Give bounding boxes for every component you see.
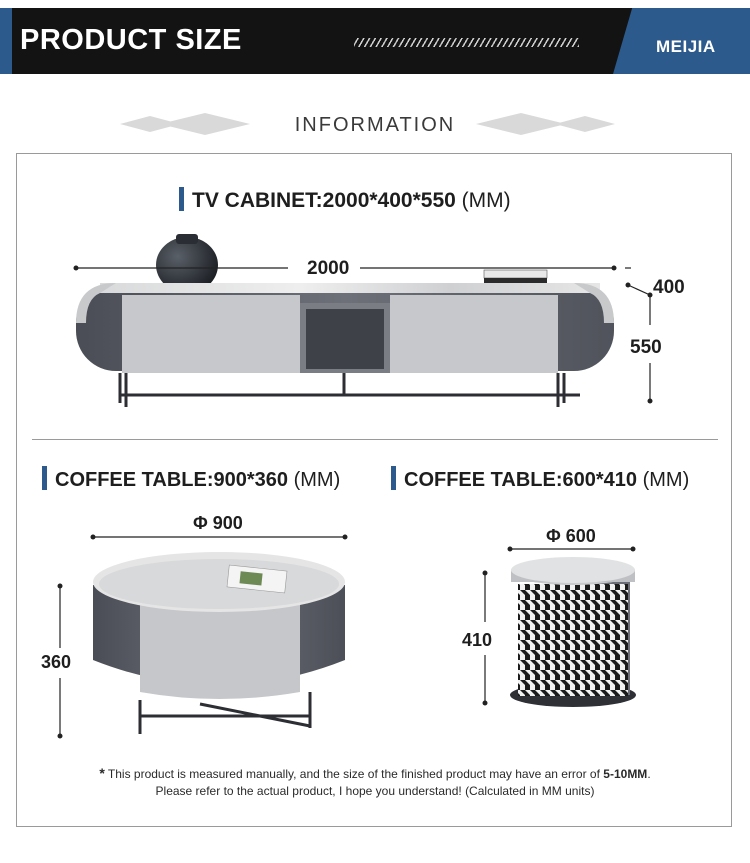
measurement-note-line-2: Please refer to the actual product, I hope you understand! (Calculated in MM units) <box>155 784 595 798</box>
tv-cabinet-height-label: 550 <box>630 337 662 358</box>
tv-cabinet-heading <box>179 187 511 213</box>
header-accent-stripe <box>0 8 12 74</box>
coffee-table-small-heading <box>391 466 689 492</box>
heading-marker <box>391 466 396 490</box>
tv-cabinet-unit: (MM) <box>461 189 511 212</box>
tv-cabinet-depth-label: 400 <box>653 277 685 298</box>
heading-marker <box>179 187 184 211</box>
measurement-note-line-1 <box>0 765 750 781</box>
coffee-table-large-illustration <box>30 520 360 745</box>
section-title: INFORMATION <box>294 114 456 136</box>
coffee-table-large-size: COFFEE TABLE:900*360 <box>55 469 289 491</box>
page-title: PRODUCT SIZE <box>20 24 242 56</box>
note-error-range: 5-10MM <box>603 767 648 781</box>
note-period: . <box>647 767 651 781</box>
tv-cabinet-size: TV CABINET:2000*400*550 <box>192 189 456 212</box>
coffee-table-large-height-label: 360 <box>41 652 72 672</box>
section-divider <box>32 439 718 440</box>
coffee-table-small-size: COFFEE TABLE:600*410 <box>404 469 638 491</box>
coffee-table-small-unit: (MM) <box>642 469 690 491</box>
coffee-table-small-diameter-label: Φ 600 <box>546 526 596 546</box>
coffee-table-small-height-label: 410 <box>462 630 493 650</box>
coffee-table-large-diameter-label: Φ 900 <box>193 513 243 533</box>
brand-name: MEIJIA <box>656 37 716 56</box>
header-hatch-decoration <box>354 38 579 47</box>
coffee-table-large-unit: (MM) <box>293 469 341 491</box>
heading-marker <box>42 466 47 490</box>
tv-cabinet-illustration <box>60 225 700 415</box>
coffee-table-large-heading <box>42 466 340 492</box>
tv-cabinet-width-label: 2000 <box>307 258 350 279</box>
note-asterisk: * <box>99 765 105 781</box>
note-text: This product is measured manually, and the size of the finished product may have an error of <box>107 767 600 781</box>
